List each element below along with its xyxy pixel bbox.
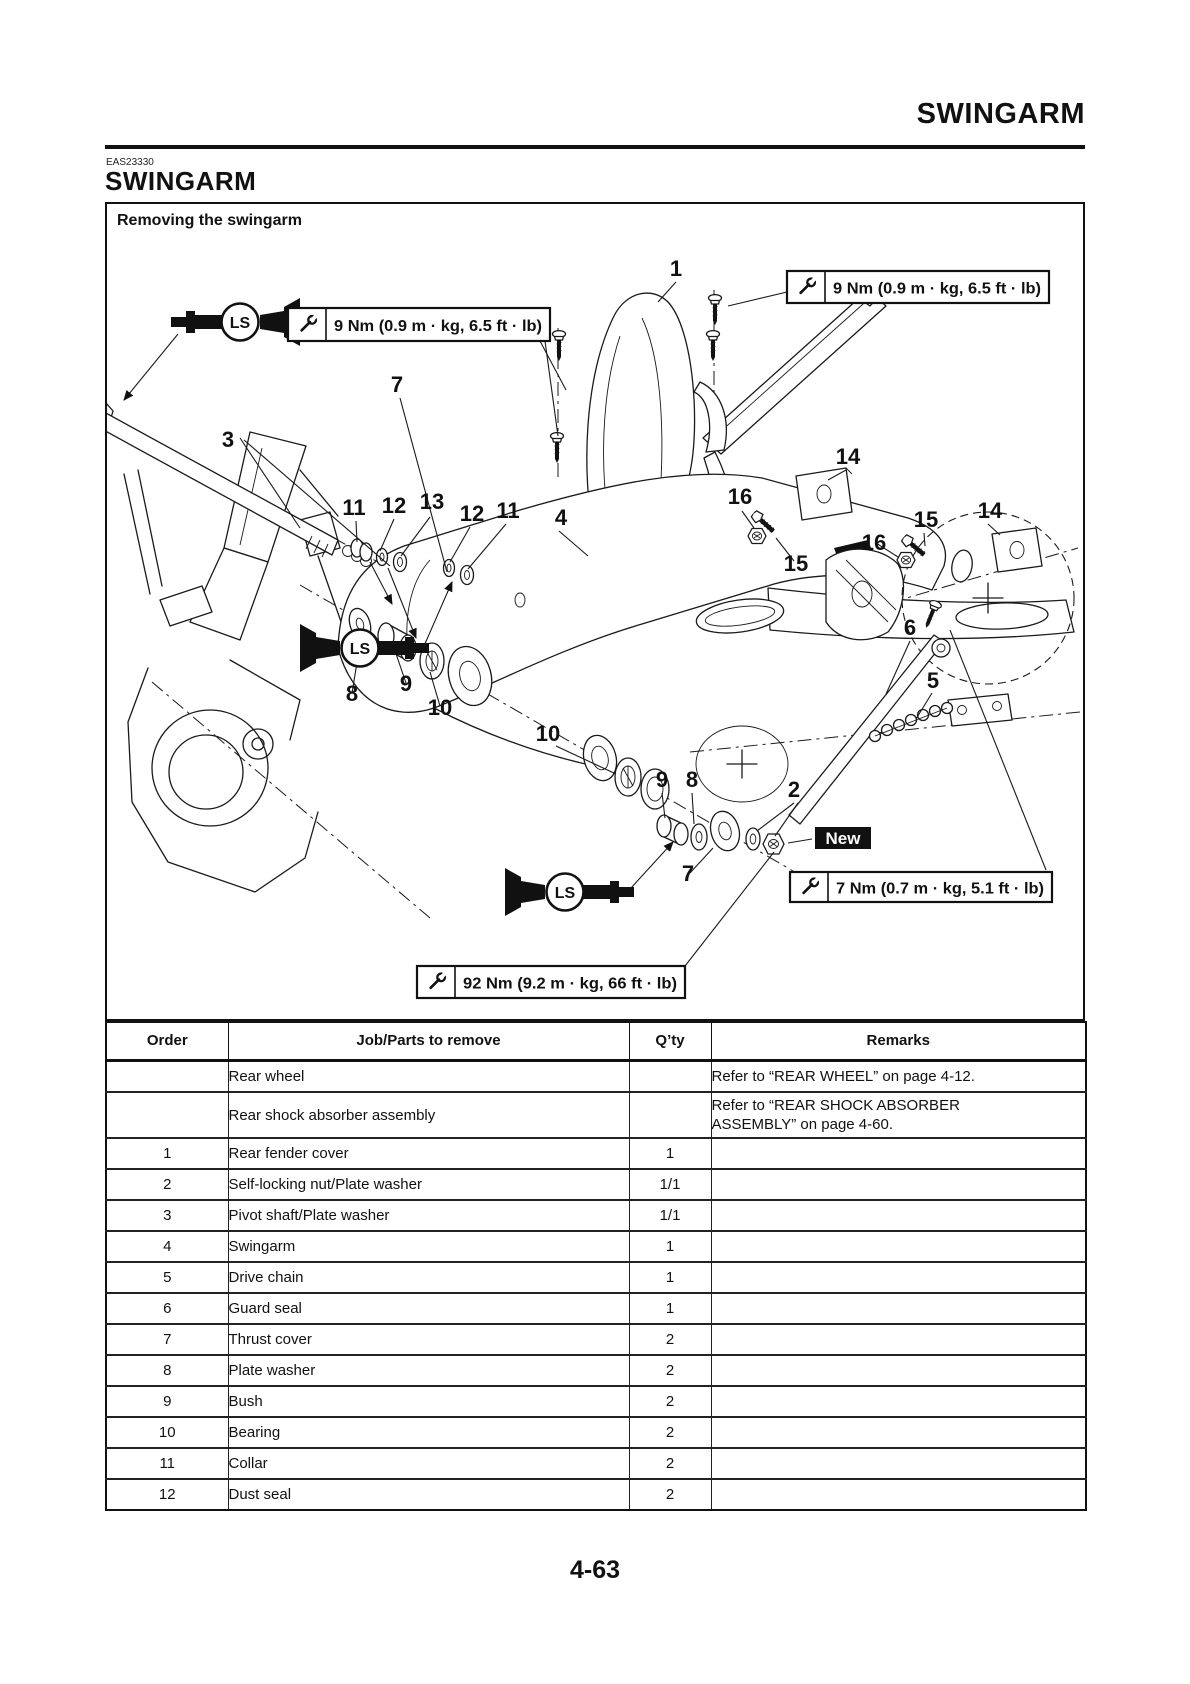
cell-job: Rear fender cover xyxy=(228,1138,629,1169)
torque-callout-pivot-nut xyxy=(417,966,685,998)
part-label-11: 11 xyxy=(342,495,366,520)
header-job: Job/Parts to remove xyxy=(228,1022,629,1060)
svg-text:9 Nm (0.9 m · kg, 6.5 ft · lb): 9 Nm (0.9 m · kg, 6.5 ft · lb) xyxy=(334,318,542,335)
cell-qty: 1 xyxy=(629,1138,711,1169)
cell-remarks xyxy=(711,1138,1086,1169)
part-label-16: 16 xyxy=(861,530,887,555)
part-label-5: 5 xyxy=(926,668,940,693)
cell-job: Rear shock absorber assembly xyxy=(228,1092,629,1138)
cell-job: Bearing xyxy=(228,1417,629,1448)
part-label-16: 16 xyxy=(727,484,753,509)
cell-job: Guard seal xyxy=(228,1293,629,1324)
part-label-9: 9 xyxy=(399,671,413,696)
cell-remarks xyxy=(711,1200,1086,1231)
cell-order: 9 xyxy=(106,1386,228,1417)
table-row xyxy=(106,1092,1086,1138)
table-row xyxy=(106,1231,1086,1262)
header-order: Order xyxy=(106,1022,228,1060)
table-row xyxy=(106,1262,1086,1293)
part-label-4: 4 xyxy=(554,505,568,530)
self-locking-nut-2 xyxy=(763,834,784,854)
cell-qty: 1 xyxy=(629,1262,711,1293)
cell-order: 3 xyxy=(106,1200,228,1231)
cell-job: Drive chain xyxy=(228,1262,629,1293)
part-label-7: 7 xyxy=(390,372,404,397)
cell-qty: 2 xyxy=(629,1355,711,1386)
cell-qty: 2 xyxy=(629,1479,711,1510)
cell-remarks xyxy=(711,1231,1086,1262)
cell-order: 8 xyxy=(106,1355,228,1386)
swingarm-part xyxy=(338,474,1074,784)
table-row xyxy=(106,1448,1086,1479)
header-qty: Q’ty xyxy=(629,1022,711,1060)
cell-qty xyxy=(629,1060,711,1092)
table-header-row xyxy=(106,1022,1086,1060)
part-label-7: 7 xyxy=(681,861,695,886)
cell-order: 4 xyxy=(106,1231,228,1262)
part-label-13: 13 xyxy=(419,489,445,514)
table-row xyxy=(106,1060,1086,1092)
cell-qty: 1/1 xyxy=(629,1200,711,1231)
part-label-14: 14 xyxy=(835,444,861,469)
cell-job: Collar xyxy=(228,1448,629,1479)
svg-text:LS: LS xyxy=(349,641,371,658)
table-row xyxy=(106,1169,1086,1200)
cell-job: Swingarm xyxy=(228,1231,629,1262)
section-title: SWINGARM xyxy=(105,166,257,196)
part-label-2: 2 xyxy=(787,777,801,802)
cell-remarks xyxy=(711,1386,1086,1417)
cell-remarks xyxy=(711,1262,1086,1293)
cell-job: Thrust cover xyxy=(228,1324,629,1355)
svg-text:7 Nm (0.7 m · kg, 5.1 ft · lb): 7 Nm (0.7 m · kg, 5.1 ft · lb) xyxy=(836,880,1044,898)
svg-text:New: New xyxy=(825,829,861,848)
cell-qty: 2 xyxy=(629,1324,711,1355)
cell-job: Pivot shaft/Plate washer xyxy=(228,1200,629,1231)
table-row xyxy=(106,1324,1086,1355)
header-rule xyxy=(105,145,1085,149)
new-part-badge xyxy=(815,827,871,849)
table-row xyxy=(106,1293,1086,1324)
cell-qty: 1 xyxy=(629,1293,711,1324)
cell-remarks xyxy=(711,1324,1086,1355)
part-label-10: 10 xyxy=(427,695,453,720)
cell-remarks xyxy=(711,1448,1086,1479)
figure-title: Removing the swingarm xyxy=(117,212,302,229)
exploded-diagram xyxy=(107,204,1083,1019)
cell-remarks xyxy=(711,1417,1086,1448)
part-label-14: 14 xyxy=(977,498,1003,523)
table-row xyxy=(106,1479,1086,1510)
table-row xyxy=(106,1200,1086,1231)
cell-order: 10 xyxy=(106,1417,228,1448)
part-label-10: 10 xyxy=(535,721,561,746)
part-label-15: 15 xyxy=(783,551,809,576)
cell-order: 11 xyxy=(106,1448,228,1479)
part-label-9: 9 xyxy=(655,767,669,792)
part-label-6: 6 xyxy=(903,615,917,640)
cell-order: 6 xyxy=(106,1293,228,1324)
chain-guide-plate-14a xyxy=(796,468,852,520)
cell-remarks: Refer to “REAR WHEEL” on page 4-12. xyxy=(711,1060,1086,1092)
cell-remarks xyxy=(711,1169,1086,1200)
cell-remarks: Refer to “REAR SHOCK ABSORBER ASSEMBLY” on page 4-60. xyxy=(711,1092,1086,1138)
part-label-8: 8 xyxy=(345,681,359,706)
part-label-1: 1 xyxy=(669,256,683,281)
cell-qty xyxy=(629,1092,711,1138)
cell-qty: 2 xyxy=(629,1417,711,1448)
part-label-12: 12 xyxy=(381,493,407,518)
page-number: 4-63 xyxy=(569,1556,621,1584)
cell-qty: 2 xyxy=(629,1448,711,1479)
torque-callout-chain-guard xyxy=(790,872,1052,902)
cell-order xyxy=(106,1092,228,1138)
cell-job: Plate washer xyxy=(228,1355,629,1386)
part-label-3: 3 xyxy=(221,427,235,452)
nut-16a xyxy=(748,529,766,544)
cell-order: 1 xyxy=(106,1138,228,1169)
section-code: EAS23330 xyxy=(106,157,154,168)
cell-remarks xyxy=(711,1479,1086,1510)
table-row xyxy=(106,1138,1086,1169)
part-label-11: 11 xyxy=(496,498,520,523)
grease-applicator-ls-1 xyxy=(124,298,300,400)
cell-job: Bush xyxy=(228,1386,629,1417)
cell-order: 5 xyxy=(106,1262,228,1293)
header-remarks: Remarks xyxy=(711,1022,1086,1060)
table-row xyxy=(106,1417,1086,1448)
table-row xyxy=(106,1355,1086,1386)
part-label-8: 8 xyxy=(685,767,699,792)
part-label-12: 12 xyxy=(459,501,485,526)
grease-applicator-ls-3 xyxy=(505,842,673,916)
guard-seal-part xyxy=(789,635,944,824)
torque-callout-fender-front xyxy=(288,308,550,341)
nut-16b xyxy=(897,553,915,568)
cell-job: Self-locking nut/Plate washer xyxy=(228,1169,629,1200)
cell-order: 12 xyxy=(106,1479,228,1510)
cell-remarks xyxy=(711,1355,1086,1386)
cell-job: Dust seal xyxy=(228,1479,629,1510)
svg-text:9 Nm (0.9 m · kg, 6.5 ft · lb): 9 Nm (0.9 m · kg, 6.5 ft · lb) xyxy=(833,280,1041,298)
cell-qty: 1/1 xyxy=(629,1169,711,1200)
cell-order: 2 xyxy=(106,1169,228,1200)
cell-qty: 2 xyxy=(629,1386,711,1417)
cell-qty: 1 xyxy=(629,1231,711,1262)
cell-job: Rear wheel xyxy=(228,1060,629,1092)
parts-table xyxy=(105,1021,1087,1511)
torque-callout-fender-rear xyxy=(787,271,1049,303)
part-label-15: 15 xyxy=(913,507,939,532)
svg-text:92 Nm (9.2 m · kg, 66 ft · lb): 92 Nm (9.2 m · kg, 66 ft · lb) xyxy=(463,975,677,993)
svg-text:LS: LS xyxy=(554,885,576,902)
running-header-title: SWINGARM xyxy=(916,98,1085,130)
table-row xyxy=(106,1386,1086,1417)
exploded-view-figure xyxy=(105,202,1085,1021)
cell-order: 7 xyxy=(106,1324,228,1355)
svg-text:LS: LS xyxy=(229,315,251,332)
cell-order xyxy=(106,1060,228,1092)
cell-remarks xyxy=(711,1293,1086,1324)
